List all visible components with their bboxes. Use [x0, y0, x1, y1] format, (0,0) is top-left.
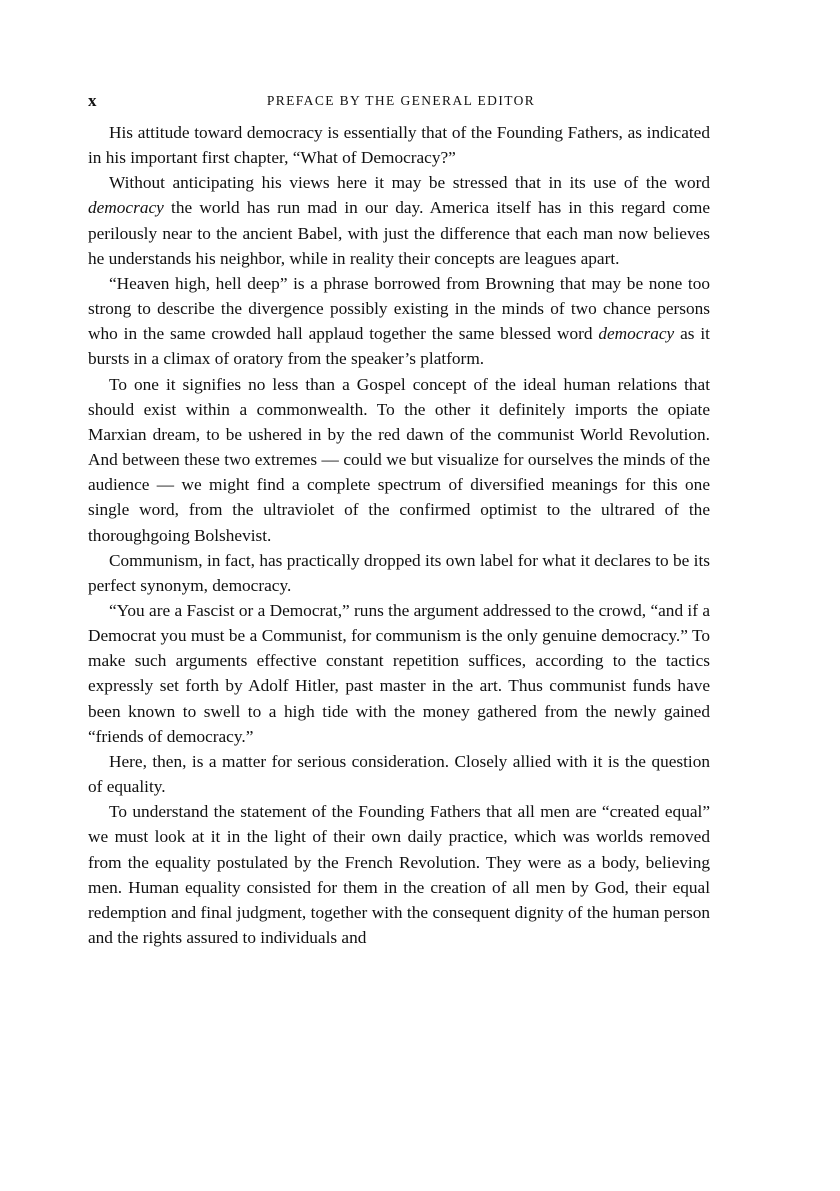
paragraph: “Heaven high, hell deep” is a phrase borrowed from Browning that may be none too strong to describe the divergence possibly existing in the minds of two chance persons who in the same crowded hall applaud together the same blessed word democracy as it bursts in a climax of oratory from the speaker’s platform. [88, 273, 710, 369]
running-title: PREFACE BY THE GENERAL EDITOR [266, 93, 536, 108]
paragraph: Communism, in fact, has practically dropped its own label for what it declares to be its perfect synonym, democracy. [88, 550, 710, 595]
paragraph: Here, then, is a matter for serious consideration. Closely allied with it is the question of equality. [88, 751, 710, 797]
paragraph: Without anticipating his views here it may be stressed that in its use of the word democracy the world has run mad in our day. America itself has in this regard come perilously near to the ancient Babel, with just the difference that each man now believes he understands his neighbor, while in reality their concepts are leagues apart. [88, 173, 710, 268]
paragraph: To understand the statement of the Founding Fathers that all men are “created equal” we must look at it in the light of their own daily practice, which was worlds removed from the equality postulated by the French Revolution. They were as a body, believing men. Human equality consisted for them in the creation of all men by God, their equal redemption and final judgment, together with the consequent dignity of the human person and the rights assured to individuals and [88, 802, 710, 947]
emphasis: democracy [88, 198, 164, 218]
page-number: x [88, 91, 97, 110]
paragraph: His attitude toward democracy is essentially that of the Founding Fathers, as indicated in his important first chapter, “What of Democracy?” [88, 123, 710, 168]
paragraph: To one it signifies no less than a Gospel concept of the ideal human relations that should exist within a commonwealth. To the other it definitely imports the opiate Marxian dream, to be ushered in by the red dawn of the communist World Revolution. And between these two extremes — could we but visualize for ourselves the minds of the audience — we might find a complete spectrum of diversified meanings for this one single word, from the ultraviolet of the confirmed optimist to the ultrared of the thoroughgoing Bolshevist. [88, 374, 710, 545]
paragraph: “You are a Fascist or a Democrat,” runs the argument addressed to the crowd, “and if a Democrat you must be a Communist, for communism is the only genuine democracy.” To make such arguments effective constant repetition suffices, according to the tactics expressly set forth by Adolf Hitler, past master in the art. Thus communist funds have been known to swell to a high tide with the money gathered from the newly gained “friends of democracy.” [88, 600, 710, 746]
running-head [88, 90, 714, 114]
body-text [88, 120, 710, 950]
emphasis: democracy [598, 324, 675, 344]
